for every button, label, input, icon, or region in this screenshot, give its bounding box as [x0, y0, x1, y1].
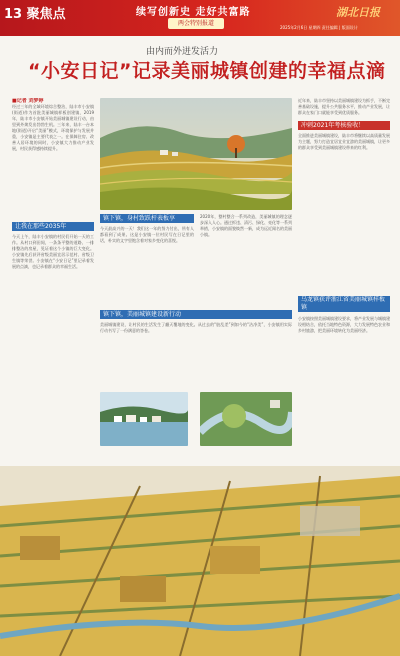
lake-village-svg	[100, 392, 188, 446]
river-bend-svg	[200, 392, 292, 446]
article-headline: “小安日记”记录美丽城镇创建的幸福点滴	[28, 60, 386, 82]
terrace-photo	[100, 98, 292, 210]
article-body-text: 今天上午，陆丰小安镇的村民们开始一天的工作。从村口到田间，一条条平整的道路、一排排整洁的房屋，见证着这个小镇的巨大变化。小安镇先后获评省级美丽宜居示范村、省级卫生镇等荣誉。小安镇在“小安日记”里记录着发展的点滴，也记录着群众的幸福生活。	[12, 234, 94, 269]
special-report-tag: 两会特别报道	[168, 18, 224, 29]
river-bend-photo	[200, 392, 292, 446]
terrace-photo-svg	[100, 98, 292, 210]
article-body-text: 经过三年的全域环境综合整治，陆丰市小安镇(街道)作为首批美丽城镇样板创建镇，2019年，陆丰市小安镇开始美丽城镇建设行动，由里到外焕发出勃勃生机。三年来，陆丰一台本地(街道)开启“美丽”模式，环境保护与发展并重，小安镇是主要代表之一。在保障住房、改善人居环境的同时，小安镇大力推动产业发展，村民获得感持续提升。	[12, 104, 94, 151]
article-column-2	[100, 226, 194, 306]
article-body-text: 全面推进美丽城镇建设，陆丰市将继续以高质量发展为主题，努力打造宜居宜业宜游的美丽城镇，让更多的群众享受到美丽城镇建设带来的红利。	[298, 133, 390, 150]
lake-village-photo	[100, 392, 188, 446]
article-column-2b	[100, 322, 292, 390]
author-byline: ■记者 刘梦婷	[12, 98, 44, 104]
aerial-fields-svg	[0, 466, 400, 656]
banner-slogan: 续写创新史 走好共富路	[136, 7, 251, 18]
issue-meta: 2025年2月6日 星期四 责任编辑 | 版面设计	[280, 25, 358, 30]
article-column-5	[298, 316, 390, 466]
article-column-1b	[12, 234, 94, 384]
page-number: 13 聚焦点	[4, 7, 66, 22]
article-body-text: 近年来，陆丰市坚持以美丽城镇建设为抓手，不断完善基础设施，提升公共服务水平，推动产业发展，让群众在家门口就能享受到优质服务。	[298, 98, 390, 115]
article-column-1	[12, 98, 94, 218]
section-head-4: 冲刺2021年考核验收！	[298, 121, 390, 130]
article-body-text: 2020年，整村整合一系列改造，美丽城镇的理念逐步深入人心。通过拆违、清污、绿化、亮化等一系列举措，小安镇的面貌焕然一新，成为远近闻名的美丽小镇。	[200, 214, 292, 237]
article-column-3	[200, 214, 292, 306]
article-column-4b	[298, 133, 390, 293]
section-head-1: 让我在那些2035年	[12, 222, 94, 231]
section-head-3: 镇下镇，美丽城镇建设新行动	[100, 310, 292, 319]
page-banner	[0, 0, 400, 36]
article-body-text: 小安镇按照美丽城镇建设要求，将产业发展与城镇建设相结合，依托当地特色资源，大力发展特色农业和乡村旅游，把美丽环境转化为美丽经济。	[298, 316, 390, 333]
article-body-text: 美丽城镇建设，让村民的生活发生了翻天覆地的变化。从过去的“脏乱差”到如今的“洁净美”，小安镇用实际行动书写了一份满意的答卷。	[100, 322, 292, 333]
article-kicker: 由内而外迸发活力	[146, 47, 219, 57]
section-head-2: 镇下镇，身村致跃杆表板享	[100, 214, 194, 223]
section-head-5: 乌龙镇获评浙江省美丽城镇样板镇	[298, 296, 390, 312]
aerial-fields-photo	[0, 466, 400, 656]
article-body-text: 今天最高兴的一天！我们这一年的努力付出，所有人都看到了成果。这是小安镇一位村民写在日记里的话，朴实的文字里饱含着对家乡变化的喜悦。	[100, 226, 194, 243]
article-column-4	[298, 98, 390, 118]
newspaper-logo: 湖北日报	[336, 6, 380, 19]
